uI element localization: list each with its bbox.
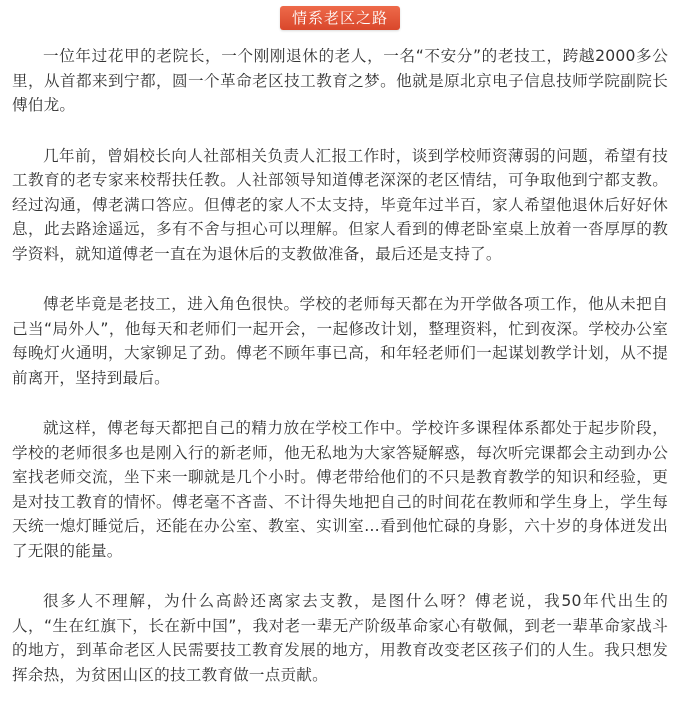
article-body xyxy=(12,44,668,713)
paragraph-intro: 一位年过花甲的老院长，一个刚刚退休的老人，一名“不安分”的老技工，跨越2000多公里，从首都来到宁都，圆一个革命老区技工教育之梦。他就是原北京电子信息技师学院副院长傅伯龙。 xyxy=(12,47,668,114)
paragraph-motivation: 很多人不理解，为什么高龄还离家去支教，是图什么呀？傅老说，我50年代出生的人，“生在红旗下，长在新中国”，我对老一辈无产阶级革命家心有敬佩，到老一辈革命家战斗的地方，到革命老区人民需要技工教育发展的地方，用教育改变老区孩子们的人生。我只想发挥余热，为贫困山区的技工教育做一点贡献。 xyxy=(12,592,668,684)
section-header xyxy=(0,6,680,30)
paragraph-background: 几年前，曾娟校长向人社部相关负责人汇报工作时，谈到学校师资薄弱的问题，希望有技工教育的老专家来校帮扶任教。人社部领导知道傅老深深的老区情结，可争取他到宁都支教。经过沟通，傅老满口答应。但傅老的家人不太支持，毕竟年过半百，家人希望他退休后好好休息，此去路途遥远，多有不舍与担心可以理解。但家人看到的傅老卧室桌上放着一沓厚厚的教学资料，就知道傅老一直在为退休后的支教做准备，最后还是支持了。 xyxy=(12,146,668,263)
section-title-badge: 情系老区之路 xyxy=(280,6,400,30)
paragraph-dedication: 就这样，傅老每天都把自己的精力放在学校工作中。学校许多课程体系都处于起步阶段，学校的老师很多也是刚入行的新老师，他无私地为大家答疑解惑，每次听完课都会主动到办公室找老师交流，坐下来一聊就是几个小时。傅老带给他们的不只是教育教学的知识和经验，更是对技工教育的情怀。傅老毫不吝啬、不计得失地把自己的时间花在教师和学生身上，学生每天统一熄灯睡觉后，还能在办公室、教室、实训室…看到他忙碌的身影，六十岁的身体迸发出了无限的能量。 xyxy=(12,419,668,560)
paragraph-teamwork: 傅老毕竟是老技工，进入角色很快。学校的老师每天都在为开学做各项工作，他从未把自己当“局外人”，他每天和老师们一起开会，一起修改计划，整理资料，忙到夜深。学校办公室每晚灯火通明，大家铆足了劲。傅老不顾年事已高，和年轻老师们一起谋划教学计划，从不提前离开，坚持到最后。 xyxy=(12,295,668,387)
